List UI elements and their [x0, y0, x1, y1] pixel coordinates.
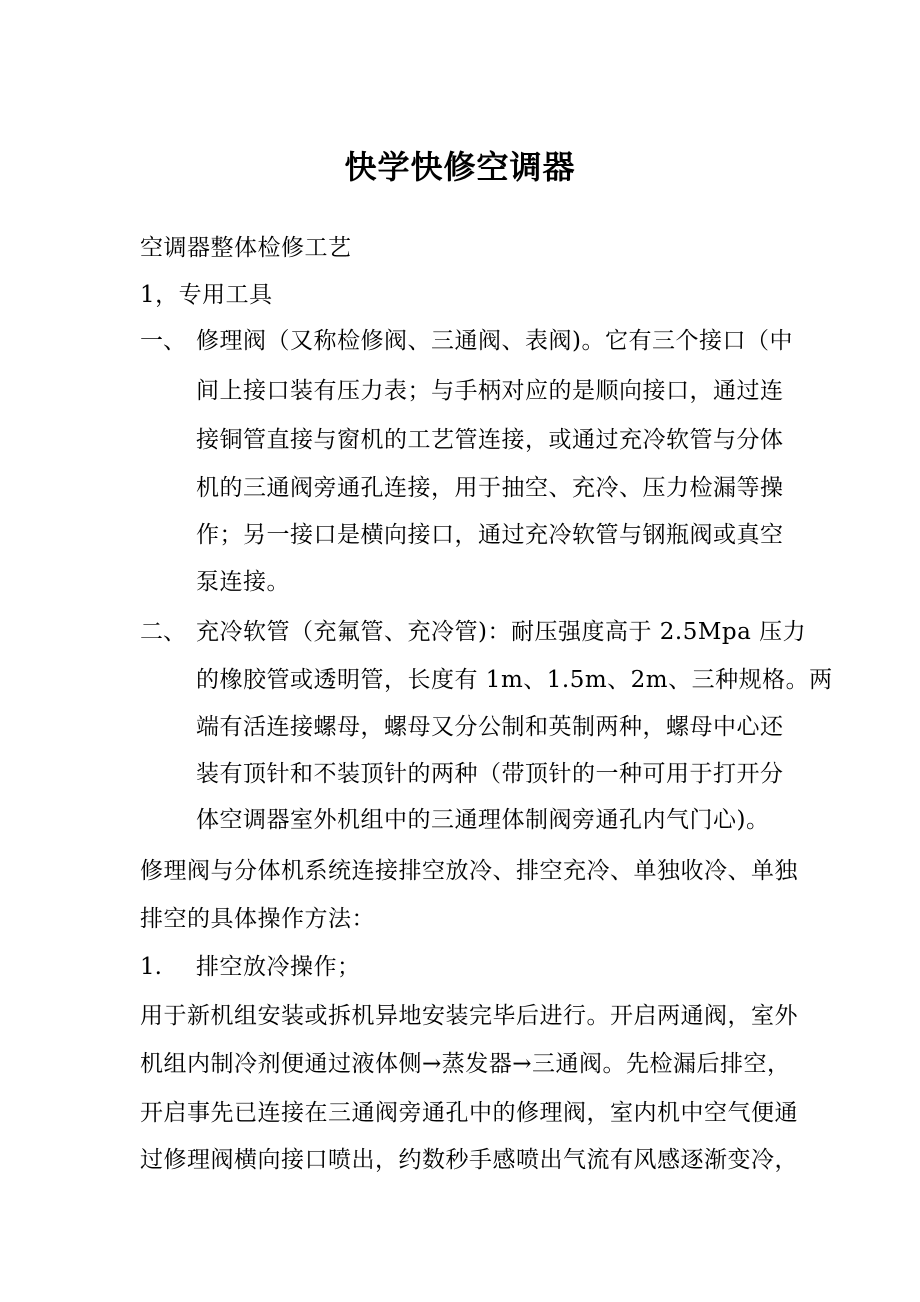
- item1-line: 作；另一接口是横向接口，通过充冷软管与钢瓶阀或真空: [196, 522, 784, 548]
- step-label: 排空放冷操作；: [196, 954, 361, 980]
- item1-line: 泵连接。: [196, 569, 290, 595]
- paragraph-line: 用于新机组安装或拆机异地安装完毕后进行。开启两通阀，室外: [140, 1003, 798, 1029]
- section-heading: 1，专用工具: [140, 282, 273, 308]
- item-marker: 二、: [140, 619, 186, 645]
- item-marker: 一、: [140, 328, 186, 354]
- item1-line: 修理阀（又称检修阀、三通阀、表阀)。它有三个接口（中: [196, 328, 793, 354]
- paragraph-line: 机组内制冷剂便通过液体侧→蒸发器→三通阀。先检漏后排空，: [140, 1051, 791, 1077]
- item2-line: 的橡胶管或透明管，长度有 1m、1.5m、2m、三种规格。两: [196, 667, 833, 693]
- step-number: 1.: [140, 954, 162, 980]
- paragraph-line: 过修理阀横向接口喷出，约数秒手感喷出气流有风感逐渐变冷，: [140, 1147, 798, 1173]
- item2-line: 装有顶针和不装顶针的两种（带顶针的一种可用于打开分: [196, 761, 784, 787]
- item1-line: 接铜管直接与窗机的工艺管连接，或通过充冷软管与分体: [196, 427, 784, 453]
- document-subtitle: 空调器整体检修工艺: [140, 235, 352, 261]
- paragraph-line: 修理阀与分体机系统连接排空放冷、排空充冷、单独收冷、单独: [140, 858, 798, 884]
- paragraph-line: 开启事先已连接在三通阀旁通孔中的修理阀，室内机中空气便通: [140, 1100, 798, 1126]
- item2-line: 充冷软管（充氟管、充冷管)：耐压强度高于 2.5Mpa 压力: [196, 619, 807, 645]
- item2-line: 端有活连接螺母，螺母又分公制和英制两种，螺母中心还: [196, 714, 784, 740]
- item1-line: 机的三通阀旁通孔连接，用于抽空、充冷、压力检漏等操: [196, 475, 784, 501]
- paragraph-line: 排空的具体操作方法：: [140, 906, 375, 932]
- item2-line: 体空调器室外机组中的三通理体制阀旁通孔内气门心)。: [196, 807, 770, 833]
- item1-line: 间上接口装有压力表；与手柄对应的是顺向接口，通过连: [196, 378, 784, 404]
- document-title: 快学快修空调器: [344, 148, 576, 186]
